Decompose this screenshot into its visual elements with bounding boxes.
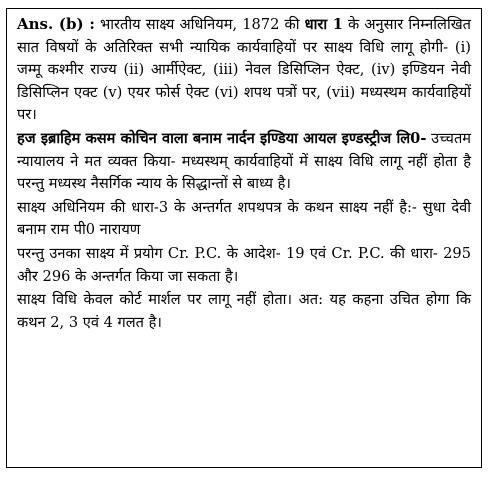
case-citation: हज इब्राहिम कसम कोचिन वाला बनाम नार्दन इण्डिया आयल इण्डस्ट्रीज लि0-	[17, 129, 427, 147]
section-reference: धारा 1	[304, 16, 343, 33]
answer-paragraph-4: परन्तु उनका साक्ष्य में प्रयोग Cr. P.C. के आदेश- 19 एवं Cr. P.C. की धारा- 295 और 296 के अन्तर्गत किया जा सकता है।	[17, 244, 471, 285]
answer-paragraph-2	[17, 128, 471, 196]
answer-text-2: उच्चतम न्यायालय ने मत व्यक्त किया- मध्यस्थम् कार्यवाहियों में साक्ष्य विधि लागू नहीं होता है परन्तु मध्यस्थ नैसर्गिक न्याय के सिद्धान्तों से बाध्य है।	[17, 129, 471, 193]
answer-paragraph-3: साक्ष्य अधिनियम की धारा-3 के अन्तर्गत शपथपत्र के कथन साक्ष्य नहीं है:- सुधा देवी बनाम राम पी0 नारायण	[17, 198, 471, 239]
answer-label: Ans. (b) :	[17, 15, 95, 33]
answer-paragraph-5: साक्ष्य विधि केवल कोर्ट मार्शल पर लागू नहीं होता। अत: यह कहना उचित होगा कि कथन 2, 3 एवं 4 गलत है।	[17, 291, 471, 331]
answer-text-1b: के अनुसार निम्नलिखित सात विषयों के अतिरिक्त सभी न्यायिक कार्यवाहियों पर साक्ष्य विधि लागू होगी- (i) जम्मू कश्मीर राज्य (ii) आर्मीऐक्ट, (iii) नेवल डिसिप्लिन ऐक्ट, (iv) इण्डियन नेवी डिसिप्लिन एक्ट (v) एयर फोर्स ऐक्ट (vi) शपथ पत्रों पर, (vii) मध्यस्थम कार्यवाहियों पर।	[17, 16, 471, 124]
answer-paragraph-1	[17, 13, 471, 127]
answer-text-1a: भारतीय साक्ष्य अधिनियम, 1872 की	[100, 16, 305, 33]
answer-box	[6, 8, 482, 468]
